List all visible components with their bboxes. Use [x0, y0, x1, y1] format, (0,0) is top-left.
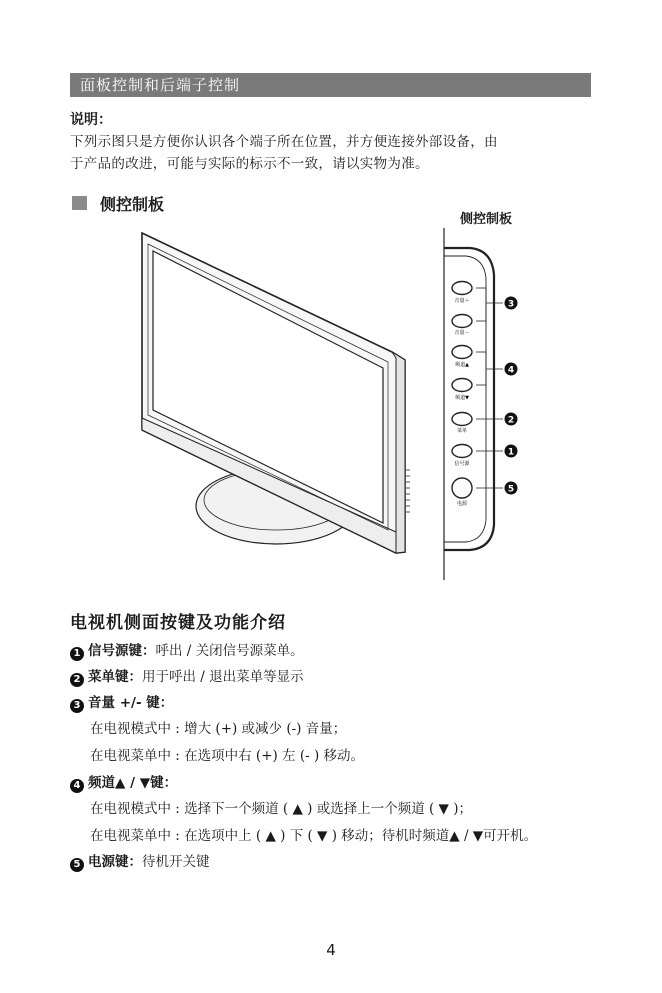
item-desc: 呼出 / 关闭信号源菜单。 [155, 643, 304, 659]
item-key: 菜单键： [88, 669, 142, 685]
side-button-ch-up[interactable] [452, 346, 472, 369]
section1-title: 侧控制板 [100, 195, 165, 214]
svg-text:4: 4 [507, 365, 515, 376]
side-button-vol-up[interactable] [452, 282, 472, 305]
note-title: 说明： [70, 112, 112, 128]
callout-4 [505, 363, 518, 376]
button-label: 音量－ [454, 330, 470, 336]
button-shape[interactable] [452, 282, 472, 295]
svg-text:2: 2 [507, 415, 515, 426]
callout-2 [505, 413, 518, 426]
svg-text:5: 5 [507, 484, 515, 495]
item-desc: 用于呼出 / 退出菜单等显示 [142, 669, 304, 685]
number-badge: 4 [70, 779, 84, 793]
side-button-menu[interactable] [452, 413, 472, 435]
side-button-power[interactable] [452, 478, 472, 507]
tv-illustration [142, 233, 410, 553]
item-key: 信号源键： [88, 643, 156, 659]
number-badge: 5 [70, 858, 84, 872]
svg-text:3: 3 [507, 299, 515, 310]
item-volume-key [70, 693, 173, 713]
number-badge: 3 [70, 699, 84, 713]
item-source-key [70, 641, 304, 661]
button-shape[interactable] [452, 379, 472, 392]
item-key: 音量 +/- 键： [88, 695, 174, 711]
page-number: 4 [326, 941, 336, 959]
section-banner: 面板控制和后端子控制 [70, 73, 591, 97]
side-button-ch-down[interactable] [452, 379, 472, 402]
note-line-2: 于产品的改进，可能与实际的标示不一致，请以实物为准。 [70, 156, 429, 172]
vol-menu-mode: 在电视菜单中 : 在选项中右 (+) 左 (- ) 移动。 [90, 748, 365, 764]
side-button-vol-down[interactable] [452, 315, 472, 337]
button-label: 频道▼ [455, 395, 469, 401]
item-menu-key [70, 667, 304, 687]
button-shape[interactable] [452, 315, 472, 328]
ch-tv-mode: 在电视模式中 : 选择下一个频道 ( ▲ ) 或选择上一个频道 ( ▼ )； [90, 801, 473, 817]
button-shape[interactable] [452, 346, 472, 359]
button-label: 信号源 [454, 461, 470, 467]
button-label: 电源 [456, 501, 468, 507]
item-channel-key [70, 773, 177, 793]
ch-menu-mode: 在电视菜单中 : 在选项中上 ( ▲ ) 下 ( ▼ ) 移动；待机时频道▲ / ▼可开机。 [90, 828, 538, 844]
item-power-key [70, 852, 210, 872]
button-label: 菜单 [456, 428, 468, 434]
callout-1 [505, 445, 518, 458]
callout-5 [505, 482, 518, 495]
button-label: 音量＋ [454, 298, 470, 304]
side-button-source[interactable] [452, 445, 472, 468]
item-key: 电源键： [88, 854, 142, 870]
side-panel-illustration [444, 228, 503, 580]
note-line-1: 下列示图只是方便你认识各个端子所在位置，并方便连接外部设备，由 [70, 134, 498, 150]
side-panel-caption: 侧控制板 [460, 212, 513, 227]
section2-title: 电视机侧面按键及功能介绍 [70, 613, 286, 633]
button-shape[interactable] [452, 478, 472, 498]
svg-text:1: 1 [507, 447, 515, 458]
button-shape[interactable] [452, 445, 472, 458]
button-label: 频道▲ [455, 362, 469, 368]
number-badge: 1 [70, 647, 84, 661]
item-key: 频道▲ / ▼键： [88, 775, 178, 791]
vol-tv-mode: 在电视模式中 : 增大 (+) 或减少 (-) 音量； [90, 721, 347, 737]
number-badge: 2 [70, 673, 84, 687]
item-desc: 待机开关键 [142, 854, 210, 870]
button-shape[interactable] [452, 413, 472, 426]
callout-3 [505, 297, 518, 310]
